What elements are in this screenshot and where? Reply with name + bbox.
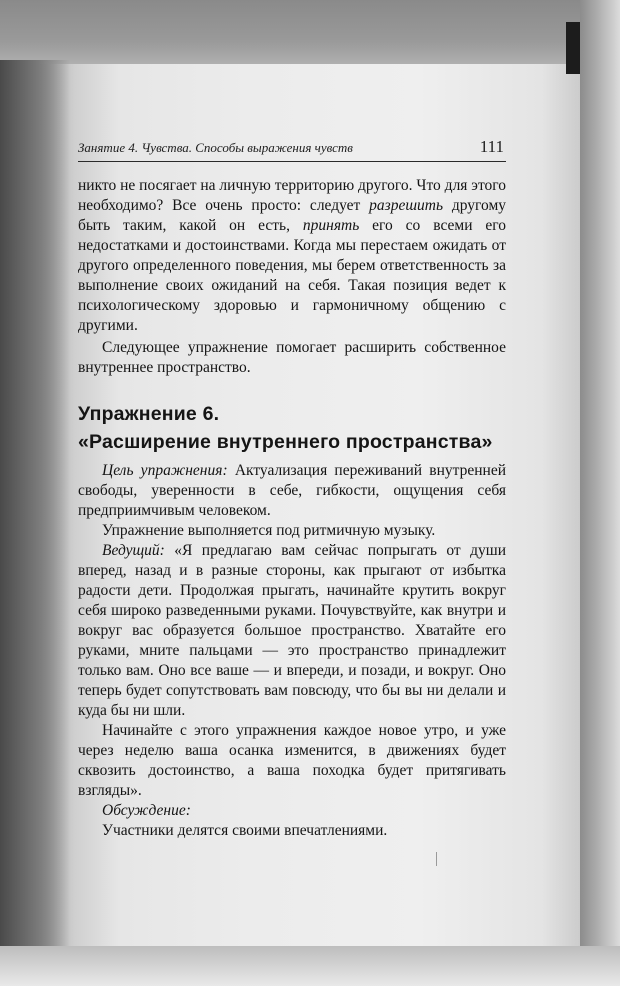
goal-label: Цель упражнения: [102, 462, 228, 479]
leader-label: Ведущий: [102, 542, 165, 559]
intro-text [78, 176, 506, 378]
morning-paragraph: Начинайте с этого упражнения каждое новое утро, и уже через неделю ваша осанка изменится, в движениях будет сквозить достоинство, а ваша походка будет притягивать взгляды». [78, 722, 506, 799]
scan-background-top [0, 0, 620, 70]
running-head [78, 139, 506, 162]
scan-mark [436, 852, 437, 866]
scan-background-bottom [0, 946, 620, 986]
book-spine-edge [566, 22, 580, 74]
intro-text-run: никто не посягает на личную территорию другого. Что для этого необходимо? Все очень просто: следует [78, 177, 506, 214]
intro-text-run: его со всеми его недостатками и достоинствами. Когда мы перестаем ожидать от другого определенного поведения, мы берем ответственность за выполнение своих ожиданий на себя. Такая позиция ведет к психологическому здоровью и гармоничному общению с другими. [78, 217, 506, 334]
goal-text: Актуализация переживаний внутренней свободы, уверенности в себе, гибкости, ощущения себя предприимчивым человеком. [78, 462, 506, 519]
page-edge-right [580, 0, 620, 986]
music-note: Упражнение выполняется под ритмичную музыку. [102, 522, 436, 539]
exercise-heading-number: Упражнение 6. [78, 403, 220, 425]
goal-paragraph [78, 461, 506, 521]
page-gutter-shadow [0, 60, 70, 960]
discussion-label-paragraph [78, 801, 506, 821]
discussion-label: Обсуждение: [102, 802, 191, 819]
page-number: 111 [479, 137, 504, 156]
intro-paragraph-next: Следующее упражнение помогает расширить собственное внутреннее пространство. [78, 339, 506, 376]
leader-text: «Я предлагаю вам сейчас попрыгать от души вперед, назад и в разные стороны, как прыгают от избытка радости дети. Продолжая прыгать, начинайте крутить вокруг себя широко разведенными руками. Почувствуйте, как внутри и вокруг вас образуется большое пространство. Хватайте его руками, мните пальцами — это пространство принадлежит только вам. Оно все ваше — и впереди, и позади, и вокруг. Оно теперь будет сопутствовать вам повсюду, что бы вы ни делали и куда бы ни шли. [78, 542, 506, 719]
running-head-title: Занятие 4. Чувства. Способы выражения чувств [78, 140, 353, 155]
intro-paragraph [78, 176, 506, 336]
intro-text-run: другому быть таким, какой он есть, [78, 197, 507, 234]
emphasis-accept: принять [302, 217, 360, 234]
leader-paragraph [78, 541, 506, 721]
exercise-heading [78, 400, 506, 456]
exercise-body [78, 461, 506, 841]
discussion-text: Участники делятся своими впечатлениями. [102, 822, 388, 839]
exercise-heading-title: «Расширение внутреннего пространства» [78, 431, 493, 453]
emphasis-allow: разрешить [369, 197, 444, 214]
